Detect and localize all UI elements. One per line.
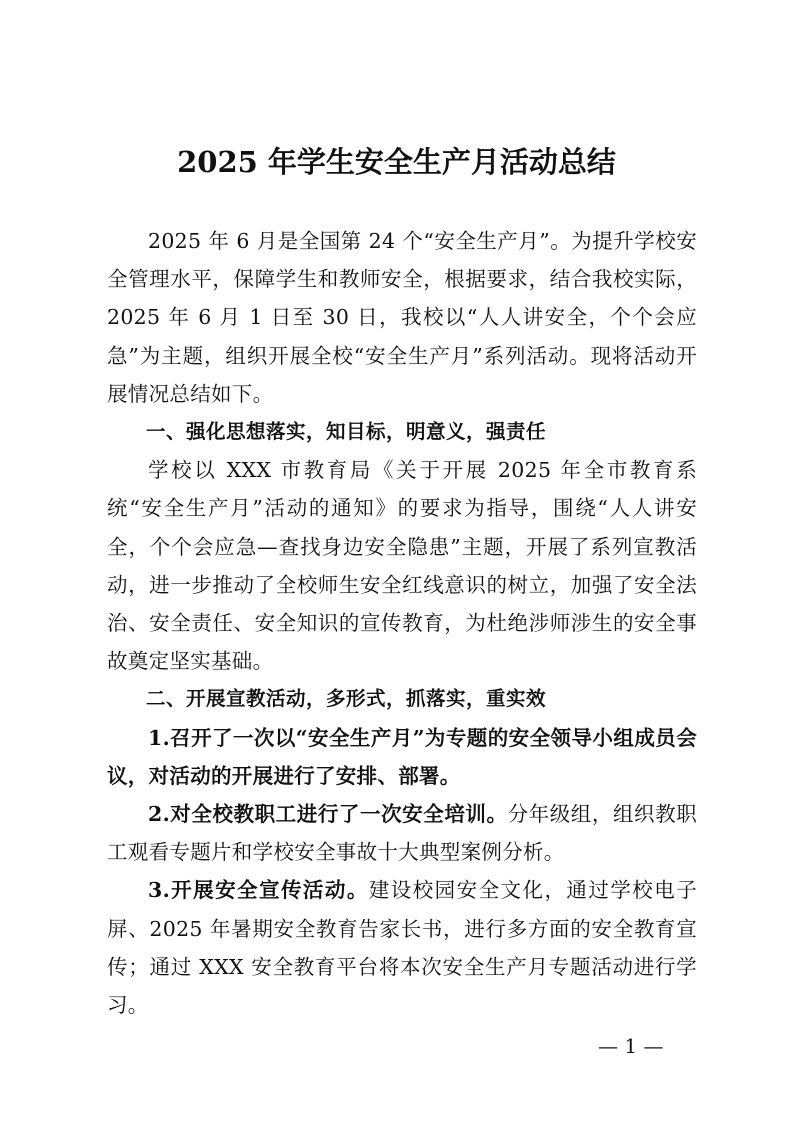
intro-paragraph: 2025 年 6 月是全国第 24 个“安全生产月”。为提升学校安全管理水平，保障学生和教师安全，根据要求，结合我校实际，2025 年 6 月 1 日至 30 日，我校以“人人讲安全，个个会应急”为主题，组织开展全校“安全生产月”系列活动。现将活动开展情况总结如下。 <box>107 229 697 406</box>
item-2-number: 2 <box>148 802 163 827</box>
item-2-text: 分年级组，组织教职工观看专题片和学校安全事故十大典型案例分析。 <box>107 802 697 865</box>
document-title: 2025 年学生安全生产月活动总结 <box>177 145 616 179</box>
item-3-text: 建设校园安全文化，通过学校电子屏、2025 年暑期安全教育告家长书，进行多方面的安全教育宣传；通过 XXX 安全教育平台将本次安全生产月专题活动进行学习。 <box>107 878 698 1018</box>
item-1-number: 1 <box>148 725 163 750</box>
section-2-item-2 <box>107 795 697 871</box>
section-2-item-1 <box>107 719 697 795</box>
document-body <box>107 222 697 1024</box>
page-number: — 1 — <box>598 1034 664 1058</box>
item-2-lead: .对全校教职工进行了一次安全培训。 <box>162 802 508 827</box>
item-3-lead: .开展安全宣传活动。 <box>162 878 369 903</box>
section-1-paragraph: 学校以 XXX 市教育局《关于开展 2025 年全市教育系统“安全生产月”活动的通知》的要求为指导，围绕“人人讲安全，个个会应急—查找身边安全隐患”主题，开展了系列宣教活动，进一步推动了全校师生安全红线意识的树立，加强了安全法治、安全责任、安全知识的宣传教育，为杜绝涉师涉生的安全事故奠定坚实基础。 <box>107 458 697 674</box>
item-1-lead: .召开了一次以“安全生产月”为专题的安全领导小组成员会议，对活动的开展进行了安排、部署。 <box>107 725 697 788</box>
item-3-number: 3 <box>148 878 163 903</box>
section-1-heading: 一、强化思想落实，知目标，明意义，强责任 <box>146 420 547 444</box>
section-2-item-3 <box>107 871 697 1024</box>
section-2-heading: 二、开展宣教活动，多形式，抓落实，重实效 <box>146 687 547 711</box>
